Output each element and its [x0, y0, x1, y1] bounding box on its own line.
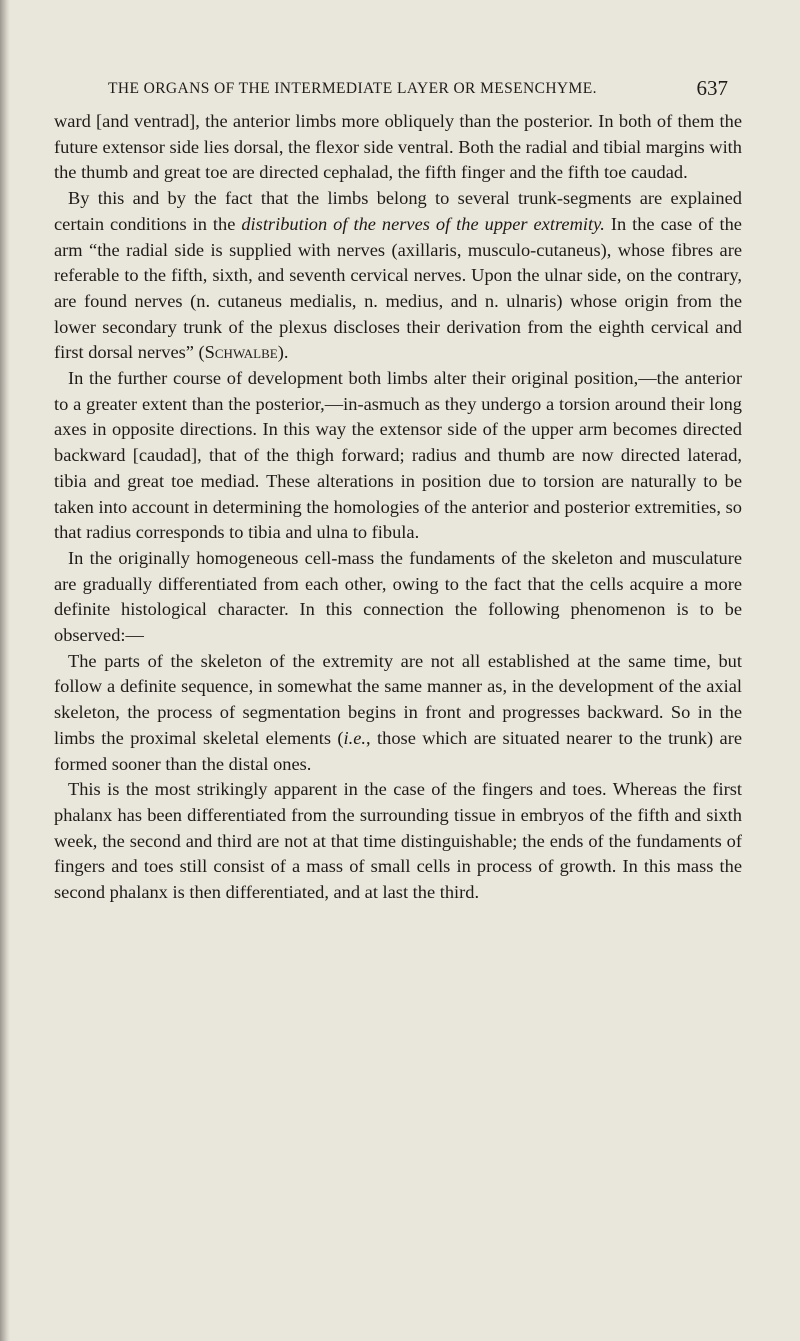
author-citation: Schwalbe — [204, 342, 278, 363]
body-text — [54, 109, 742, 906]
running-head-title: THE ORGANS OF THE INTERMEDIATE LAYER OR MESENCHYME. — [108, 80, 597, 97]
page-number: 637 — [696, 76, 728, 100]
paragraph-1-text: ward [and ventrad], the anterior limbs more obliquely than the posterior. In both of them the future extensor side lies dorsal, the flexor side ventral. Both the radial and tibial margins with the thumb and great toe are directed cephalad, the fifth finger and the fifth toe caudad. — [54, 111, 742, 183]
paragraph-6-text: This is the most strikingly apparent in the case of the fingers and toes. Whereas the first phalanx has been differentiated from the surrounding tissue in embryos of the fifth and sixth week, the second and third are not at that time distinguishable; the ends of the fundaments of fingers and toes still consist of a mass of small cells in process of growth. In this mass the second phalanx is then differentiated, and at last the third. — [54, 779, 742, 903]
paragraph-2-emphasis: distribution of the nerves of the upper extremity. — [241, 213, 605, 234]
running-head — [108, 76, 728, 100]
paragraph-2-text: By this and by the fact that the limbs belong to several trunk-segments are explained certain conditions in the — [54, 188, 742, 234]
paragraph-4-text: In the originally homogeneous cell-mass the fundaments of the skeleton and musculature are gradually differentiated from each other, owing to the fact that the cells acquire a more definite histological character. In this connection the following phenomenon is to be observed:— — [54, 547, 742, 646]
paragraph-2-text-cont: In the case of the arm “the radial side is supplied with nerves (axillaris, musculo-cutaneus), whose fibres are referable to the fifth, sixth, and seventh cervical nerves. Upon the ulnar side, on the contrary, are found nerves (n. cutaneus medialis, n. medius, and n. ulnaris) whose origin from the lower secondary trunk of the plexus discloses their derivation from the eighth cervical and first dorsal nerves” ( — [54, 213, 742, 363]
paragraph-5-text-cont: , those which are situated nearer to the trunk) are formed sooner than the distal ones. — [54, 727, 742, 774]
paragraph-2 — [54, 186, 742, 366]
paragraph-6 — [54, 777, 742, 906]
paragraph-5-emphasis: i.e. — [343, 727, 367, 748]
paragraph-5 — [54, 649, 742, 778]
paragraph-5-text: The parts of the skeleton of the extremity are not all established at the same time, but follow a definite sequence, in somewhat the same manner as, in the development of the axial skeleton, the process of segmentation begins in front and progresses backward. So in the limbs the proximal skeletal elements ( — [54, 650, 742, 748]
paragraph-1 — [54, 109, 742, 186]
paragraph-4 — [54, 546, 742, 649]
paragraph-3 — [54, 366, 742, 546]
paragraph-2-end: ). — [277, 342, 289, 363]
paragraph-3-text: In the further course of development both limbs alter their original position,—the anterior to a greater extent than the posterior,—in-asmuch as they undergo a torsion around their long axes in opposite directions. In this way the extensor side of the upper arm becomes directed backward [caudad], that of the thigh forward; radius and thumb are now directed laterad, tibia and great toe mediad. These alterations in position due to torsion are naturally to be taken into account in determining the homologies of the anterior and posterior extremities, so that radius corresponds to tibia and ulna to fibula. — [54, 368, 742, 543]
